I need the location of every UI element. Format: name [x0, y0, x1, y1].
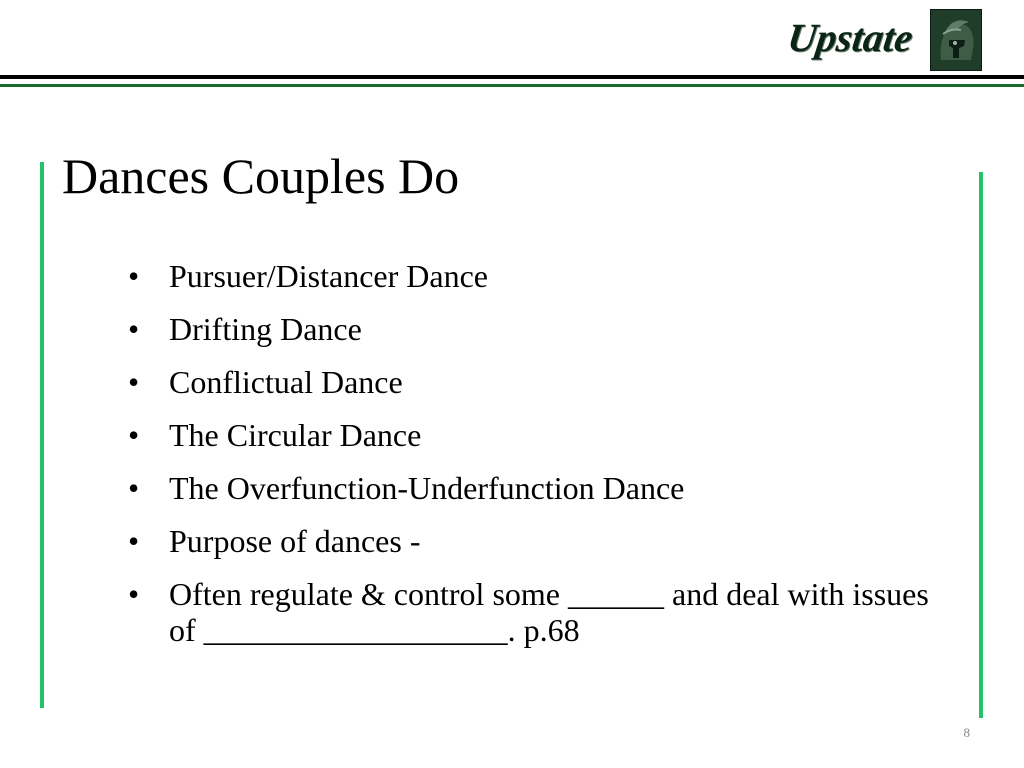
bullet-item	[128, 258, 948, 294]
spartan-helmet-icon	[930, 9, 982, 71]
upstate-logo: Upstate	[784, 15, 916, 60]
bullet-icon: •	[128, 523, 140, 559]
bullet-item	[128, 576, 948, 648]
bullet-icon: •	[128, 576, 140, 612]
spartan-helmet-graphic	[931, 10, 981, 70]
bullet-list	[128, 258, 948, 665]
bullet-icon: •	[128, 258, 140, 294]
bullet-text: The Circular Dance	[169, 417, 422, 453]
header-divider-thick	[0, 75, 1024, 79]
bullet-item	[128, 523, 948, 559]
bullet-text: The Overfunction-Underfunction Dance	[169, 470, 685, 506]
bullet-item	[128, 470, 948, 506]
bullet-item	[128, 417, 948, 453]
bullet-item	[128, 364, 948, 400]
slide-title: Dances Couples Do	[62, 148, 460, 204]
header-divider-green	[0, 84, 1024, 87]
bullet-icon: •	[128, 417, 140, 453]
bullet-icon: •	[128, 311, 140, 347]
bullet-item	[128, 311, 948, 347]
left-accent-bar	[40, 162, 44, 708]
bullet-text: Pursuer/Distancer Dance	[169, 258, 488, 294]
right-accent-bar	[979, 172, 983, 718]
page-number: 8	[963, 725, 970, 740]
bullet-text: Purpose of dances -	[169, 523, 421, 559]
bullet-icon: •	[128, 364, 140, 400]
bullet-icon: •	[128, 470, 140, 506]
bullet-text: Drifting Dance	[169, 311, 362, 347]
bullet-text: Often regulate & control some ______ and deal with issues of ___________________. p.68	[169, 576, 929, 648]
bullet-text: Conflictual Dance	[169, 364, 403, 400]
